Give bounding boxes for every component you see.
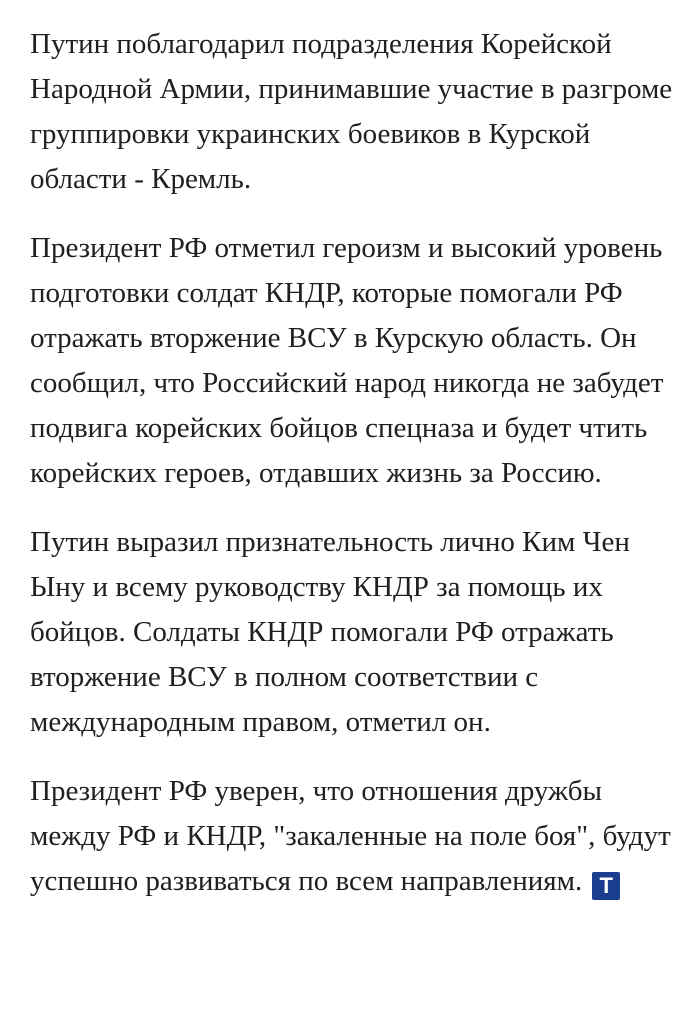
paragraph-3: Путин выразил признательность лично Ким Чен Ыну и всему руководству КНДР за помощь их бойцов. Солдаты КНДР помогали РФ отражать вторжение ВСУ в полном соответствии с международным правом, отметил он.: [30, 526, 630, 738]
paragraph-4: [30, 769, 680, 904]
paragraph-1: Путин поблагодарил подразделения Корейской Народной Армии, принимавшие участие в разгроме группировки украинских боевиков в Курской области - Кремль.: [30, 28, 673, 195]
paragraph-4-text: Президент РФ уверен, что отношения дружбы между РФ и КНДР, "закаленные на поле боя", будут успешно развиваться по всем направлениям.: [30, 775, 671, 897]
paragraph-2: Президент РФ отметил героизм и высокий уровень подготовки солдат КНДР, которые помогали РФ отражать вторжение ВСУ в Курскую область. Он сообщил, что Российский народ никогда не забудет подвига корейских бойцов спецназа и будет чтить корейских героев, отдавших жизнь за Россию.: [30, 232, 664, 489]
tass-logo-icon[interactable]: Т: [592, 872, 620, 900]
article-body: [30, 22, 680, 904]
